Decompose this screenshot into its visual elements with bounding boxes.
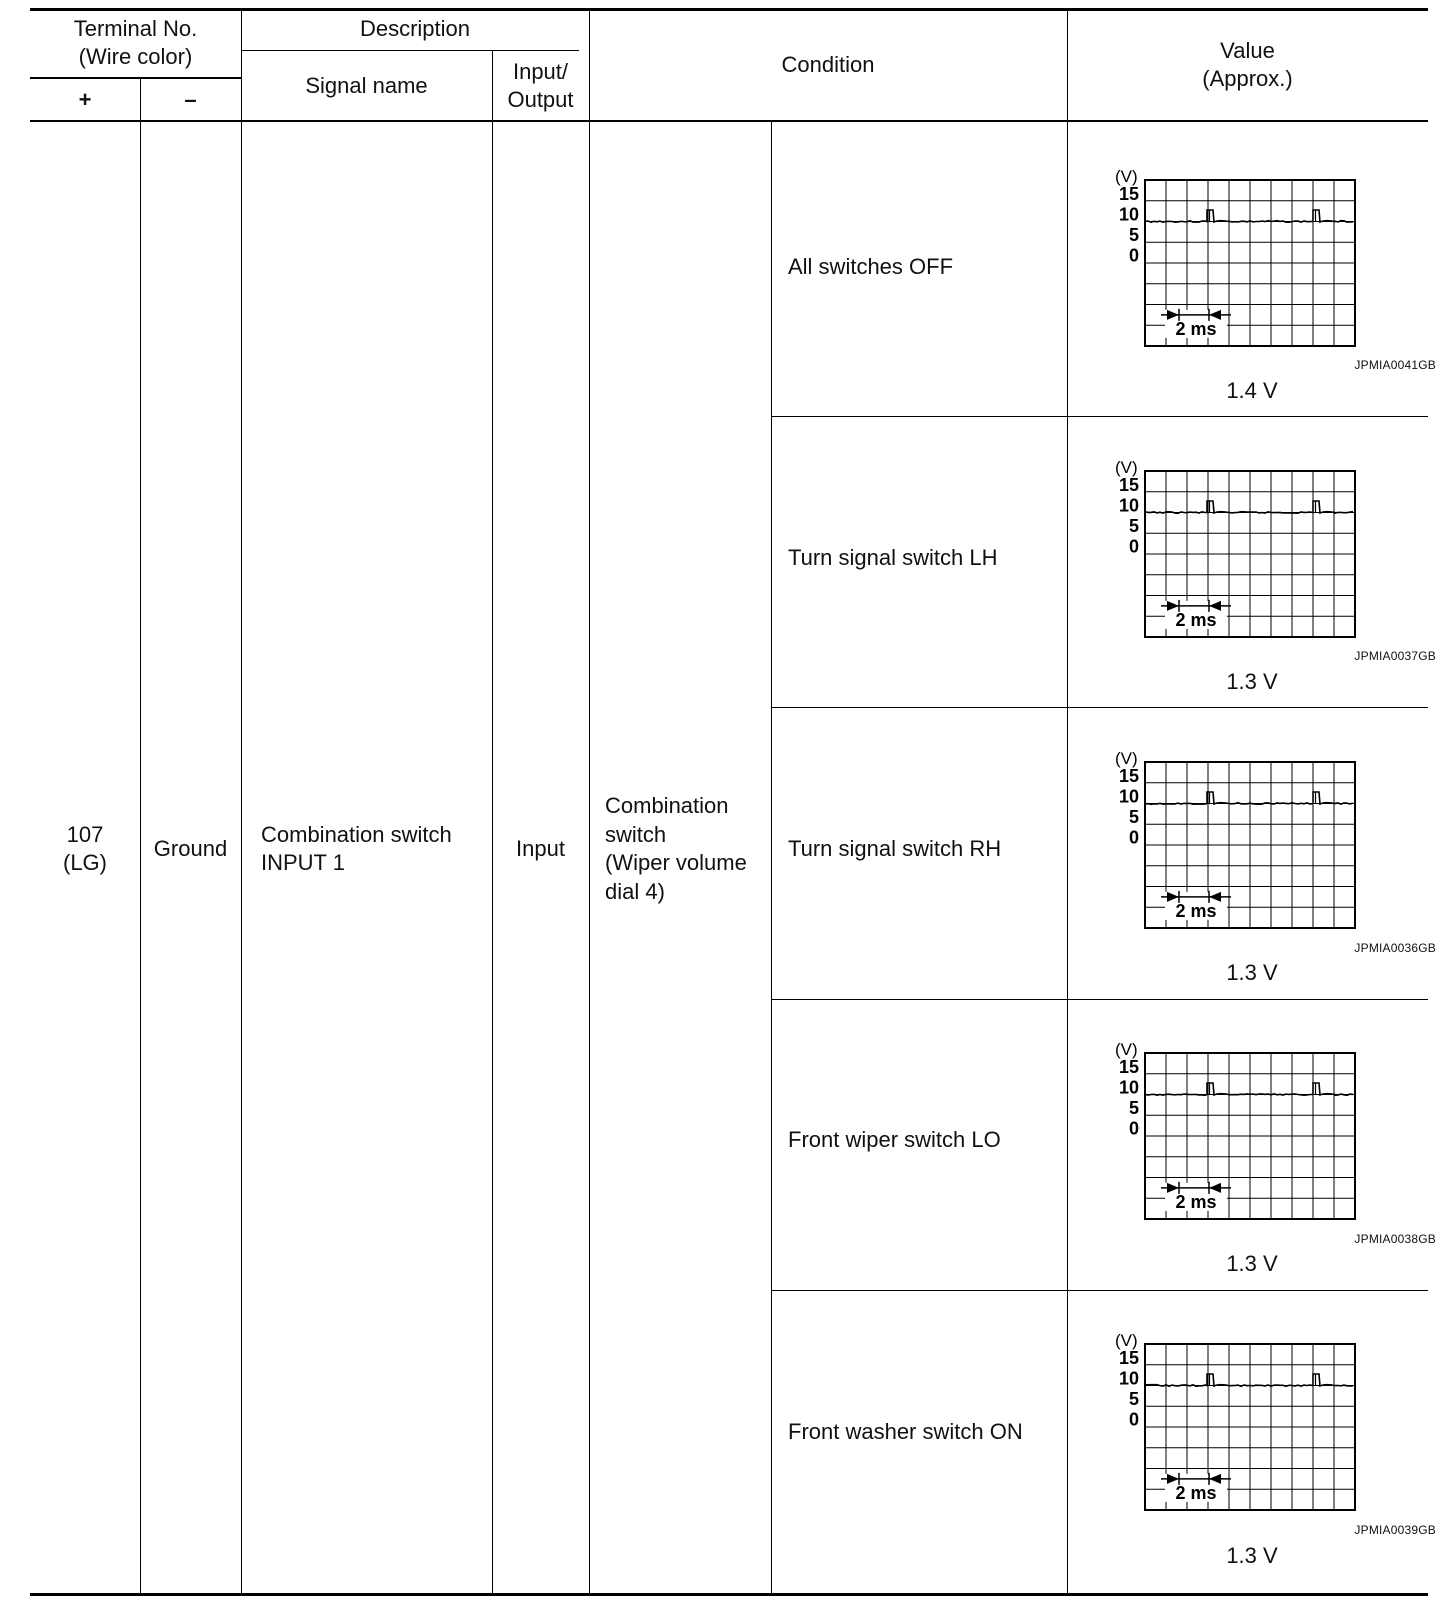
signal-name-line-2: INPUT 1 (261, 850, 345, 875)
terminal-minus: Ground (153, 836, 228, 861)
y-tick-label: 5 (1128, 1098, 1139, 1118)
y-unit-label: (V) (1115, 749, 1138, 768)
time-scale-label: 2 ms (1175, 1482, 1217, 1503)
y-tick-label: 15 (1118, 1057, 1139, 1077)
y-unit-label: (V) (1115, 458, 1138, 477)
condition-main-line-4: dial 4) (605, 879, 665, 904)
y-tick-label: 5 (1128, 807, 1139, 827)
y-tick-label: 10 (1118, 204, 1139, 225)
condition-main-line-3: (Wiper volume (605, 850, 747, 875)
signal-name-line-1: Combination switch (261, 822, 452, 847)
subrow-divider (771, 707, 1428, 708)
y-tick-label: 10 (1118, 1368, 1139, 1389)
figure-code: JPMIA0036GB (1354, 941, 1436, 955)
y-tick-label: 0 (1128, 1409, 1139, 1430)
header-value-1: Value (1220, 38, 1275, 63)
header-value-2: (Approx.) (1202, 66, 1293, 91)
condition-front-wiper-lo: Front wiper switch LO (788, 1127, 1001, 1152)
header-plus: + (78, 87, 92, 112)
condition-all-switches-off: All switches OFF (788, 254, 954, 279)
figure-code: JPMIA0038GB (1354, 1232, 1436, 1246)
terminal-plus-wire-color: (LG) (63, 850, 107, 875)
column-divider (771, 120, 772, 1595)
y-tick-label: 10 (1118, 495, 1139, 516)
y-tick-label: 10 (1118, 1077, 1139, 1098)
y-tick-label: 0 (1128, 1118, 1139, 1139)
y-tick-label: 5 (1128, 516, 1139, 536)
waveform-trace (1145, 210, 1353, 222)
figure-code: JPMIA0037GB (1354, 649, 1436, 663)
figure-code: JPMIA0041GB (1354, 358, 1436, 372)
y-tick-label: 5 (1128, 1389, 1139, 1409)
condition-turn-signal-lh: Turn signal switch LH (788, 545, 998, 570)
condition-front-washer-on: Front washer switch ON (788, 1419, 1023, 1444)
y-tick-label: 15 (1118, 766, 1139, 786)
terminal-plus-number: 107 (66, 822, 104, 847)
condition-main-line-2: switch (605, 822, 667, 847)
time-scale-label: 2 ms (1175, 900, 1217, 921)
time-scale-label: 2 ms (1175, 318, 1217, 339)
subrow-divider (771, 1290, 1428, 1291)
y-unit-label: (V) (1115, 1331, 1138, 1350)
waveform-trace (1145, 792, 1353, 804)
figure-code: JPMIA0039GB (1354, 1523, 1436, 1537)
y-tick-label: 0 (1128, 245, 1139, 266)
waveform-trace (1145, 501, 1353, 513)
y-tick-label: 0 (1128, 827, 1139, 848)
value-reading: 1.3 V (1226, 960, 1278, 985)
header-divider-terminal (30, 77, 241, 79)
y-tick-label: 0 (1128, 536, 1139, 557)
table-bottom-rule (30, 1593, 1428, 1596)
header-input-output-2: Output (507, 87, 574, 112)
value-reading: 1.4 V (1226, 378, 1278, 403)
header-description: Description (359, 16, 471, 41)
y-tick-label: 15 (1118, 475, 1139, 495)
header-input-output-1: Input/ (512, 59, 569, 84)
y-unit-label: (V) (1115, 167, 1138, 186)
header-condition: Condition (781, 52, 875, 77)
header-divider-description (241, 50, 579, 51)
y-tick-label: 10 (1118, 786, 1139, 807)
y-tick-label: 5 (1128, 225, 1139, 245)
y-unit-label: (V) (1115, 1040, 1138, 1059)
time-scale-label: 2 ms (1175, 609, 1217, 630)
input-output: Input (516, 836, 565, 861)
waveform-trace (1145, 1374, 1353, 1386)
column-divider (589, 8, 590, 1595)
y-tick-label: 15 (1118, 184, 1139, 204)
header-minus: – (184, 87, 197, 112)
value-reading: 1.3 V (1226, 1543, 1278, 1568)
column-divider (241, 8, 242, 1595)
header-terminal-no: Terminal No. (73, 16, 198, 41)
column-divider (492, 50, 493, 1595)
condition-turn-signal-rh: Turn signal switch RH (788, 836, 1002, 861)
waveform-trace (1145, 1083, 1353, 1095)
column-divider (1067, 8, 1068, 1595)
y-tick-label: 15 (1118, 1348, 1139, 1368)
condition-main-line-1: Combination (605, 793, 729, 818)
subrow-divider (771, 999, 1428, 1000)
time-scale-label: 2 ms (1175, 1191, 1217, 1212)
value-reading: 1.3 V (1226, 1251, 1278, 1276)
header-wire-color: (Wire color) (78, 44, 193, 69)
header-signal-name: Signal name (305, 73, 428, 98)
value-reading: 1.3 V (1226, 669, 1278, 694)
header-bottom-rule (30, 120, 1428, 122)
table-top-rule (30, 8, 1428, 11)
subrow-divider (771, 416, 1428, 417)
